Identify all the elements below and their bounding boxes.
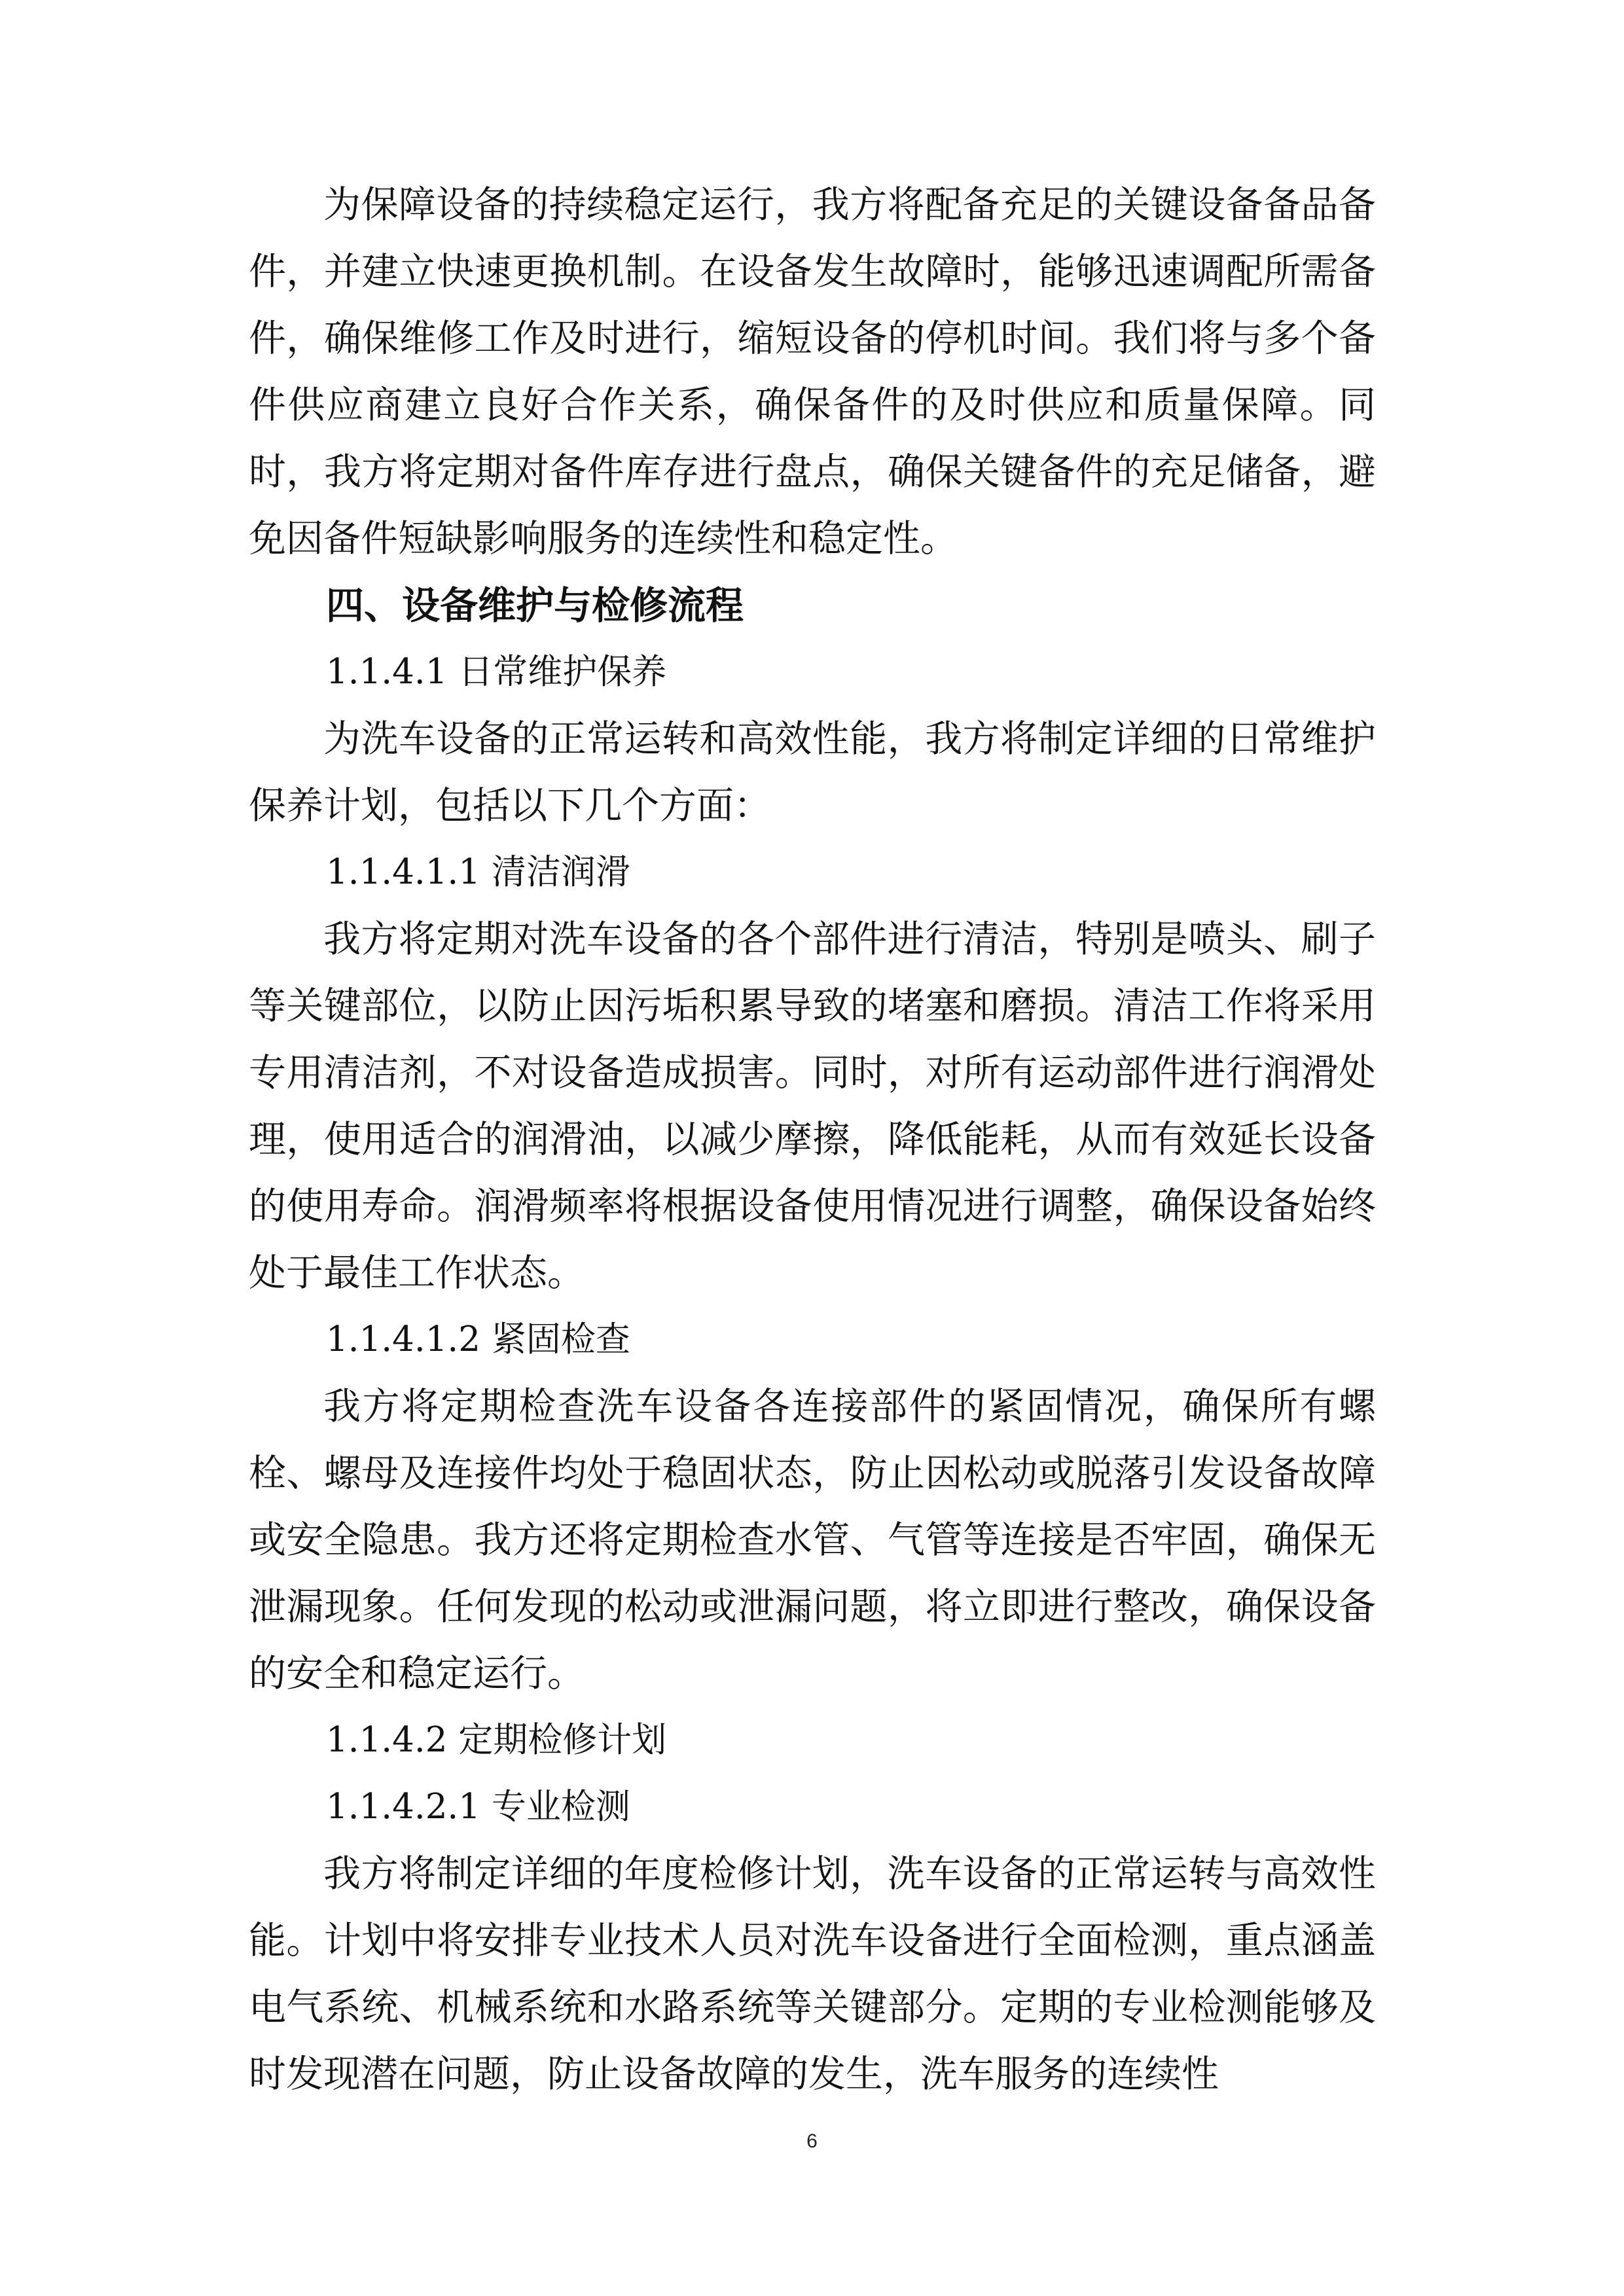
subheading-periodic-overhaul: 1.1.4.2 定期检修计划 xyxy=(326,1720,667,1760)
paragraph-cleaning-lubrication: 我方将定期对洗车设备的各个部件进行清洁，特别是喷头、刷子等关键部位，以防止因污垢积累导致的堵塞和磨损。清洁工作将采用专用清洁剂，不对设备造成损害。同时，对所有运动部件进行润滑处理，使用适合的润滑油，以减少摩擦，降低能耗，从而有效延长设备的使用寿命。润滑频率将根据设备使用情况进行调整，确保设备始终处于最佳工作状态。 xyxy=(249,918,1376,1295)
page-number: 6 xyxy=(806,2130,818,2152)
paragraph-daily-maintenance: 为洗车设备的正常运转和高效性能，我方将制定详细的日常维护保养计划，包括以下几个方面： xyxy=(249,717,1376,827)
paragraph-spare-parts: 为保障设备的持续稳定运行，我方将配备充足的关键设备备品备件，并建立快速更换机制。在设备发生故障时，能够迅速调配所需备件，确保维修工作及时进行，缩短设备的停机时间。我们将与多个备件供应商建立良好合作关系，确保备件的及时供应和质量保障。同时，我方将定期对备件库存进行盘点，确保关键备件的充足储备，避免因备件短缺影响服务的连续性和稳定性。 xyxy=(249,183,1376,560)
page-body xyxy=(249,171,1376,2108)
paragraph-fastening-check: 我方将定期检查洗车设备各连接部件的紧固情况，确保所有螺栓、螺母及连接件均处于稳固状态，防止因松动或脱落引发设备故障或安全隐患。我方还将定期检查水管、气管等连接是否牢固，确保无泄漏现象。任何发现的松动或泄漏问题，将立即进行整改，确保设备的安全和稳定运行。 xyxy=(249,1385,1376,1695)
subheading-daily-maintenance: 1.1.4.1 日常维护保养 xyxy=(326,652,667,692)
paragraph-professional-testing: 我方将制定详细的年度检修计划，洗车设备的正常运转与高效性能。计划中将安排专业技术人员对洗车设备进行全面检测，重点涵盖电气系统、机械系统和水路系统等关键部分。定期的专业检测能够及时发现潜在问题，防止设备故障的发生，洗车服务的连续性 xyxy=(249,1852,1376,2096)
subheading-professional-testing: 1.1.4.2.1 专业检测 xyxy=(326,1787,630,1827)
subheading-fastening-check: 1.1.4.1.2 紧固检查 xyxy=(326,1319,630,1359)
subheading-cleaning-lubrication: 1.1.4.1.1 清洁润滑 xyxy=(326,852,630,892)
section-heading: 四、设备维护与检修流程 xyxy=(326,583,744,628)
